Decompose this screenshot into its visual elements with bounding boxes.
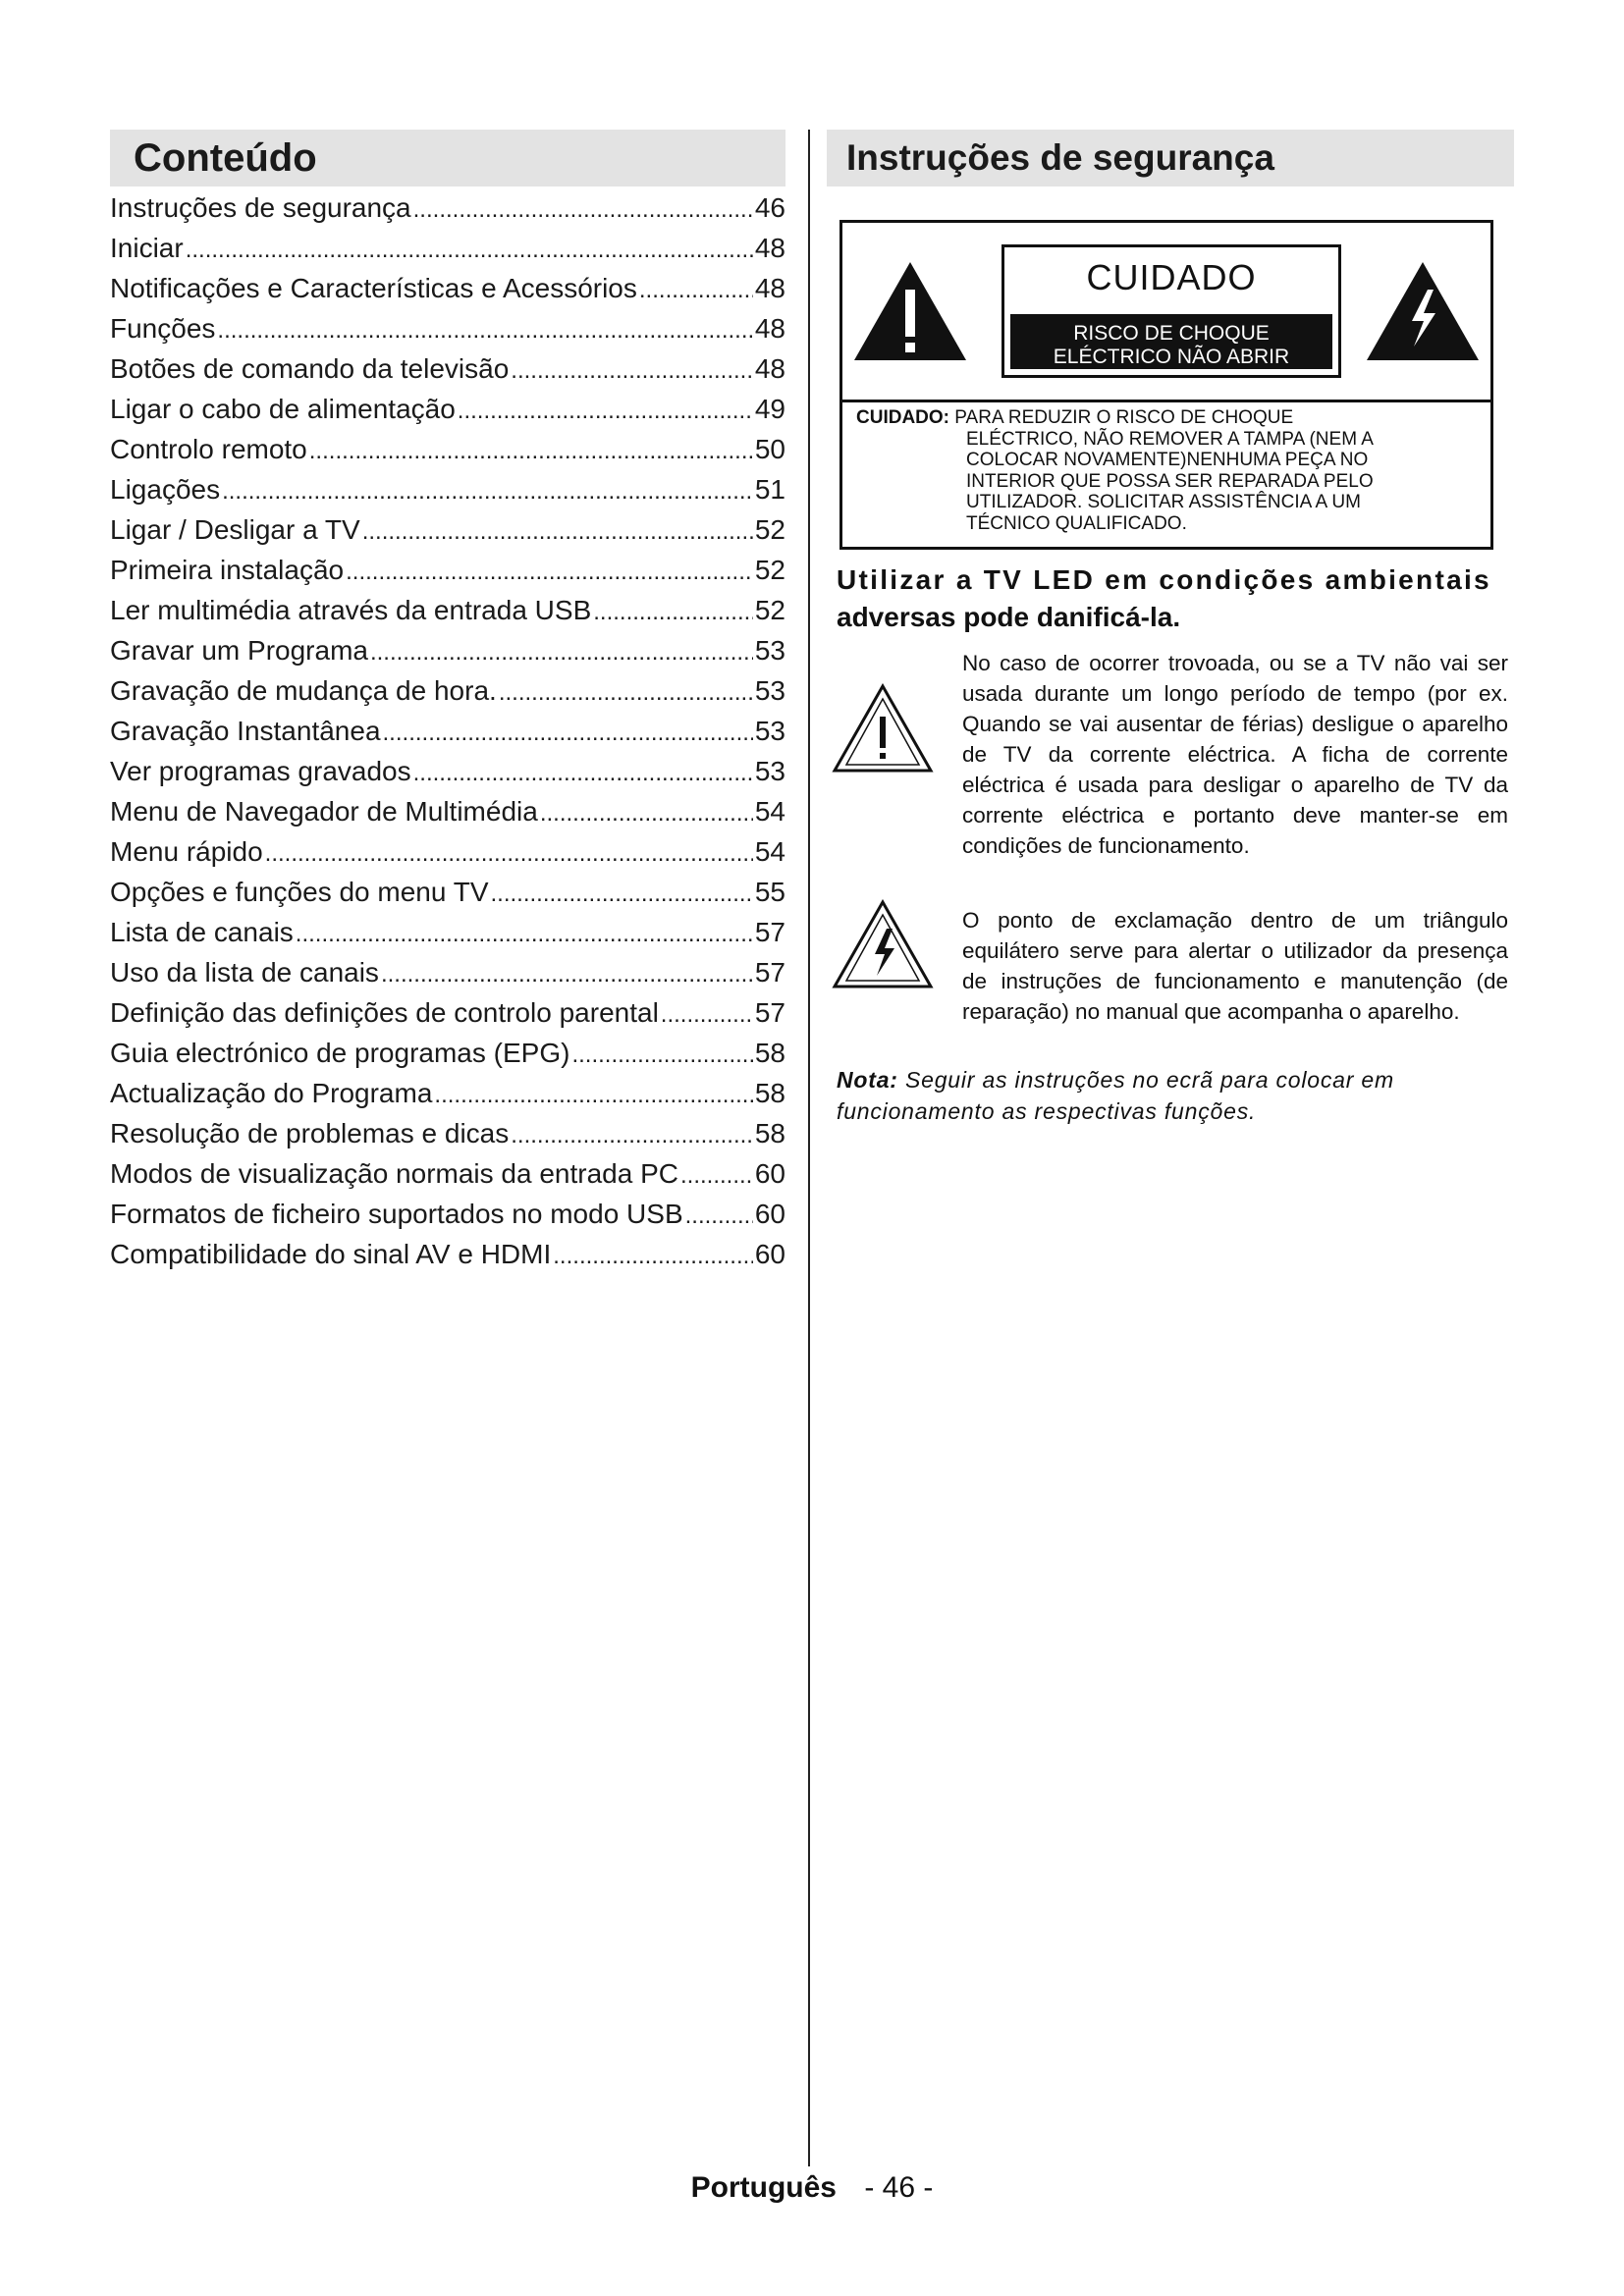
toc-entry-page: 52 bbox=[754, 555, 785, 585]
toc-entry-title: Modos de visualização normais da entrada PC bbox=[110, 1158, 678, 1189]
toc-entry-page: 48 bbox=[754, 313, 785, 344]
warning-line-3: COLOCAR NOVAMENTE)NENHUMA PEÇA NO bbox=[966, 450, 1369, 470]
toc-entry-page: 53 bbox=[754, 716, 785, 746]
toc-entry-title: Instruções de segurança bbox=[110, 192, 411, 223]
toc-entry-title: Gravação Instantânea bbox=[110, 716, 381, 746]
warning-line-5: UTILIZADOR. SOLICITAR ASSISTÊNCIA A UM bbox=[966, 492, 1361, 512]
warning-line-4: INTERIOR QUE POSSA SER REPARADA PELO bbox=[966, 470, 1374, 492]
toc-entry[interactable] bbox=[110, 474, 785, 514]
toc-entry[interactable] bbox=[110, 957, 785, 997]
toc-entry-title: Actualização do Programa bbox=[110, 1078, 433, 1108]
adverse-line-1: Utilizar a TV LED em condições ambientais bbox=[837, 564, 1491, 595]
toc-entry-page: 49 bbox=[754, 394, 785, 424]
toc-entry[interactable] bbox=[110, 1158, 785, 1199]
toc-leader-dots bbox=[639, 277, 753, 304]
toc-entry-page: 58 bbox=[754, 1118, 785, 1148]
warning-line-2: ELÉCTRICO, NÃO REMOVER A TAMPA (NEM A bbox=[966, 428, 1374, 450]
toc-entry-title: Resolução de problemas e dicas bbox=[110, 1118, 510, 1148]
toc-entry-title: Uso da lista de canais bbox=[110, 957, 379, 988]
toc-entry-title: Controlo remoto bbox=[110, 434, 307, 464]
toc-leader-dots bbox=[186, 237, 753, 264]
toc-leader-dots bbox=[491, 881, 753, 908]
safety-column bbox=[827, 130, 1514, 1124]
toc-entry-title: Ligações bbox=[110, 474, 221, 505]
toc-leader-dots bbox=[661, 1001, 753, 1029]
toc-entry-page: 58 bbox=[754, 1078, 785, 1108]
toc-entry-page: 53 bbox=[754, 756, 785, 786]
toc-entry-page: 60 bbox=[754, 1239, 785, 1269]
toc-entry-page: 57 bbox=[754, 957, 785, 988]
toc-entry-page: 60 bbox=[754, 1158, 785, 1189]
exclamation-warning-icon bbox=[852, 260, 968, 362]
shock-risk-line-1: RISCO DE CHOQUE bbox=[1073, 322, 1270, 345]
caution-label-box bbox=[1001, 244, 1341, 378]
toc-leader-dots bbox=[680, 1162, 753, 1190]
toc-entry-title: Definição das definições de controlo parental bbox=[110, 997, 659, 1028]
toc-leader-dots bbox=[499, 679, 753, 707]
adverse-line-2: adversas pode danificá-la. bbox=[837, 602, 1181, 632]
toc-leader-dots bbox=[540, 800, 753, 828]
toc-entry-page: 53 bbox=[754, 675, 785, 706]
toc-entry-title: Lista de canais bbox=[110, 917, 294, 947]
toc-entry[interactable] bbox=[110, 635, 785, 675]
toc-entry[interactable] bbox=[110, 836, 785, 877]
toc-entry-title: Compatibilidade do sinal AV e HDMI bbox=[110, 1239, 552, 1269]
caution-warning-text bbox=[856, 407, 1485, 534]
toc-leader-dots bbox=[571, 1041, 752, 1069]
note-label: Nota: bbox=[837, 1067, 898, 1093]
toc-entry-title: Guia electrónico de programas (EPG) bbox=[110, 1038, 570, 1068]
toc-entry[interactable] bbox=[110, 1118, 785, 1158]
toc-entry-page: 48 bbox=[754, 273, 785, 303]
caution-separator bbox=[842, 400, 1490, 402]
toc-leader-dots bbox=[434, 1082, 752, 1109]
warning-line-6: TÉCNICO QUALIFICADO. bbox=[966, 512, 1187, 534]
caution-panel bbox=[839, 220, 1493, 550]
toc-leader-dots bbox=[346, 559, 753, 586]
toc-entry[interactable] bbox=[110, 555, 785, 595]
toc-entry[interactable] bbox=[110, 192, 785, 233]
toc-entry[interactable] bbox=[110, 796, 785, 836]
toc-entry-title: Ligar / Desligar a TV bbox=[110, 514, 360, 545]
toc-entry-page: 57 bbox=[754, 917, 785, 947]
toc-leader-dots bbox=[511, 1122, 753, 1149]
toc-entry-title: Menu rápido bbox=[110, 836, 263, 867]
toc-entry-title: Ligar o cabo de alimentação bbox=[110, 394, 456, 424]
toc-list bbox=[110, 192, 785, 1279]
toc-entry[interactable] bbox=[110, 1239, 785, 1279]
toc-entry-title: Botões de comando da televisão bbox=[110, 353, 510, 384]
toc-entry[interactable] bbox=[110, 434, 785, 474]
toc-leader-dots bbox=[296, 921, 753, 948]
note bbox=[837, 1064, 1514, 1127]
toc-leader-dots bbox=[217, 317, 752, 345]
toc-leader-dots bbox=[362, 518, 753, 546]
toc-entry-page: 54 bbox=[754, 796, 785, 827]
toc-entry[interactable] bbox=[110, 917, 785, 957]
caution-label: CUIDADO bbox=[1086, 257, 1257, 297]
warning-label: CUIDADO: bbox=[856, 407, 949, 428]
toc-leader-dots bbox=[222, 478, 753, 506]
toc-entry-title: Menu de Navegador de Multimédia bbox=[110, 796, 538, 827]
lightning-triangle-icon bbox=[832, 899, 934, 989]
toc-entry-page: 48 bbox=[754, 233, 785, 263]
toc-title: Conteúdo bbox=[110, 130, 785, 187]
toc-entry-title: Funções bbox=[110, 313, 216, 344]
toc-entry-title: Opções e funções do menu TV bbox=[110, 877, 489, 907]
toc-entry[interactable] bbox=[110, 595, 785, 635]
page-footer bbox=[0, 2171, 1624, 2205]
page-number: - 46 - bbox=[864, 2171, 934, 2204]
toc-entry-page: 57 bbox=[754, 997, 785, 1028]
toc-leader-dots bbox=[458, 398, 753, 425]
toc-entry-page: 51 bbox=[754, 474, 785, 505]
toc-entry[interactable] bbox=[110, 1038, 785, 1078]
exclamation-triangle-icon bbox=[832, 683, 934, 774]
toc-entry-title: Gravar um Programa bbox=[110, 635, 368, 666]
toc-entry[interactable] bbox=[110, 877, 785, 917]
shock-risk-label bbox=[1010, 314, 1332, 369]
toc-leader-dots bbox=[265, 840, 753, 868]
footer-language: Português bbox=[690, 2171, 837, 2204]
toc-entry[interactable] bbox=[110, 273, 785, 313]
toc-entry-page: 58 bbox=[754, 1038, 785, 1068]
toc-entry-page: 60 bbox=[754, 1199, 785, 1229]
toc-leader-dots bbox=[309, 438, 753, 465]
adverse-conditions-heading bbox=[837, 561, 1504, 636]
toc-entry-page: 54 bbox=[754, 836, 785, 867]
toc-leader-dots bbox=[593, 599, 753, 626]
toc-leader-dots bbox=[413, 196, 753, 224]
toc-leader-dots bbox=[413, 760, 753, 787]
toc-entry-page: 52 bbox=[754, 514, 785, 545]
toc-entry-page: 48 bbox=[754, 353, 785, 384]
toc-entry[interactable] bbox=[110, 997, 785, 1038]
storm-paragraph: No caso de ocorrer trovoada, ou se a TV não vai ser usada durante um longo período de tempo (por ex. Quando se vai ausentar de férias) desligue o aparelho de TV da corrente eléctrica. A ficha de corrente eléctrica é usada para desligar o aparelho de TV da corrente eléctrica e portanto deve manter-se em condições de funcionamento. bbox=[962, 651, 1508, 858]
safety-title: Instruções de segurança bbox=[827, 130, 1514, 187]
toc-leader-dots bbox=[370, 639, 753, 667]
toc-entry-title: Iniciar bbox=[110, 233, 184, 263]
toc-entry[interactable] bbox=[110, 1199, 785, 1239]
toc-entry[interactable] bbox=[110, 233, 785, 273]
column-divider bbox=[808, 130, 810, 2166]
toc-entry-page: 52 bbox=[754, 595, 785, 625]
toc-column bbox=[110, 130, 785, 1279]
toc-leader-dots bbox=[511, 357, 753, 385]
toc-entry[interactable] bbox=[110, 1078, 785, 1118]
toc-entry[interactable] bbox=[110, 313, 785, 353]
toc-entry-page: 55 bbox=[754, 877, 785, 907]
toc-entry-title: Primeira instalação bbox=[110, 555, 345, 585]
toc-leader-dots bbox=[381, 961, 753, 988]
lightning-warning-icon bbox=[1365, 260, 1481, 362]
warning-line-1: PARA REDUZIR O RISCO DE CHOQUE bbox=[954, 407, 1294, 428]
toc-entry-title: Ler multimédia através da entrada USB bbox=[110, 595, 592, 625]
toc-entry[interactable] bbox=[110, 716, 785, 756]
toc-leader-dots bbox=[685, 1202, 753, 1230]
exclamation-paragraph: O ponto de exclamação dentro de um triângulo equilátero serve para alertar o utilizador da presença de instruções de funcionamento e manutenção (de reparação) no manual que acompanha o aparelho. bbox=[962, 908, 1508, 1024]
toc-entry-page: 46 bbox=[754, 192, 785, 223]
toc-entry-title: Notificações e Características e Acessórios bbox=[110, 273, 637, 303]
toc-entry-title: Gravação de mudança de hora. bbox=[110, 675, 497, 706]
note-text: Seguir as instruções no ecrã para colocar em funcionamento as respectivas funções. bbox=[837, 1067, 1394, 1124]
toc-entry-page: 50 bbox=[754, 434, 785, 464]
shock-risk-line-2: ELÉCTRICO NÃO ABRIR bbox=[1053, 346, 1290, 368]
toc-leader-dots bbox=[553, 1243, 753, 1270]
toc-entry[interactable] bbox=[110, 514, 785, 555]
toc-entry-title: Ver programas gravados bbox=[110, 756, 411, 786]
toc-entry[interactable] bbox=[110, 756, 785, 796]
toc-entry-page: 53 bbox=[754, 635, 785, 666]
toc-entry[interactable] bbox=[110, 675, 785, 716]
toc-entry[interactable] bbox=[110, 353, 785, 394]
toc-entry[interactable] bbox=[110, 394, 785, 434]
toc-leader-dots bbox=[383, 720, 753, 747]
caution-header bbox=[842, 223, 1490, 400]
toc-entry-title: Formatos de ficheiro suportados no modo USB bbox=[110, 1199, 683, 1229]
